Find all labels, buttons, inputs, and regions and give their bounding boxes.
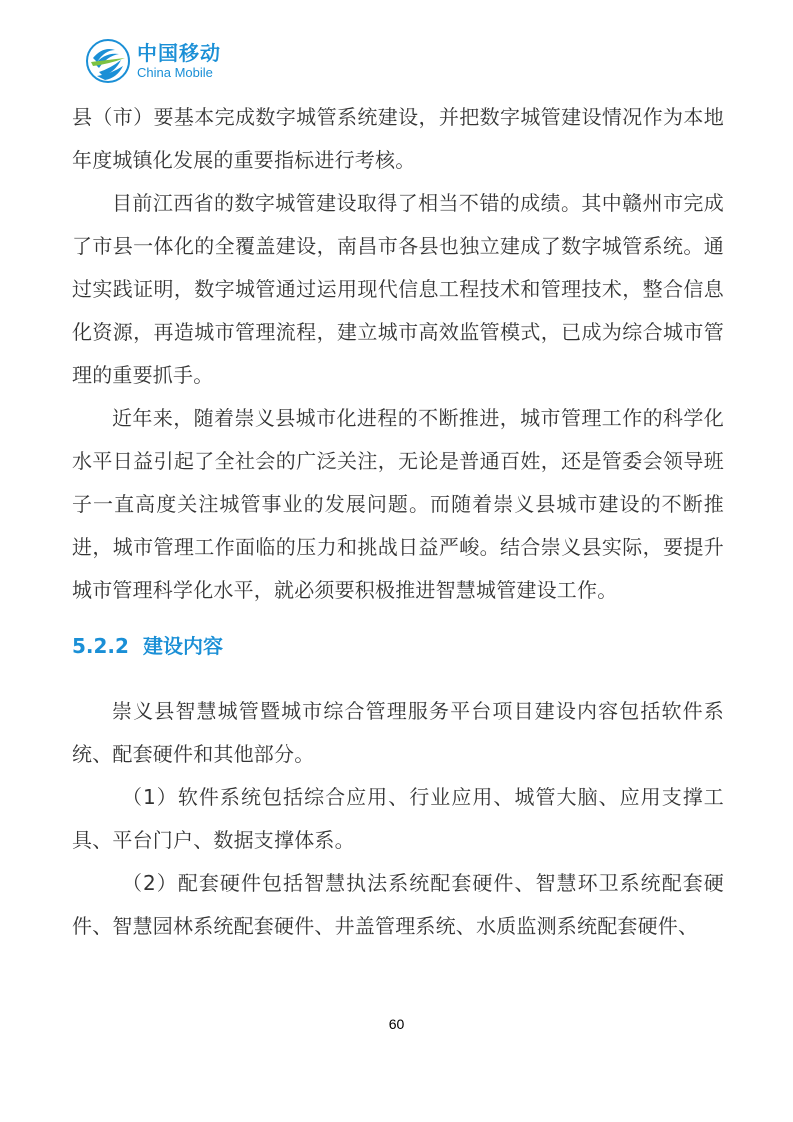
list-item-hardware: （2）配套硬件包括智慧执法系统配套硬件、智慧环卫系统配套硬件、智慧园林系统配套硬件、井盖管理系统、水质监测系统配套硬件、 bbox=[72, 871, 724, 938]
logo-name-en: China Mobile bbox=[137, 65, 213, 80]
paragraph-chongyi-background: 近年来，随着崇义县城市化进程的不断推进，城市管理工作的科学化水平日益引起了全社会的广泛关注，无论是普通百姓，还是管委会领导班子一直高度关注城管事业的发展问题。而随着崇义县城市建设的不断推进，城市管理工作面临的压力和挑战日益严峻。结合崇义县实际，要提升城市管理科学化水平，就必须要积极推进智慧城管建设工作。 bbox=[72, 406, 724, 602]
section-number: 5.2.2 bbox=[72, 634, 129, 658]
china-mobile-logo-icon bbox=[85, 38, 131, 84]
logo-text bbox=[137, 43, 221, 79]
paragraph-jiangxi-progress: 目前江西省的数字城管建设取得了相当不错的成绩。其中赣州市完成了市县一体化的全覆盖建设，南昌市各县也独立建成了数字城管系统。通过实践证明，数字城管通过运用现代信息工程技术和管理技术，整合信息化资源，再造城市管理流程，建立城市高效监管模式，已成为综合城市管理的重要抓手。 bbox=[72, 191, 724, 387]
logo-name-cn: 中国移动 bbox=[137, 41, 221, 65]
paragraph-construction-scope: 崇义县智慧城管暨城市综合管理服务平台项目建设内容包括软件系统、配套硬件和其他部分。 bbox=[72, 699, 724, 766]
document-body bbox=[72, 96, 724, 948]
list-item-software: （1）软件系统包括综合应用、行业应用、城管大脑、应用支撑工具、平台门户、数据支撑体系。 bbox=[72, 785, 724, 852]
section-title: 建设内容 bbox=[142, 634, 223, 658]
paragraph-continuation: 县（市）要基本完成数字城管系统建设，并把数字城管建设情况作为本地年度城镇化发展的重要指标进行考核。 bbox=[72, 105, 724, 172]
section-heading bbox=[72, 631, 724, 661]
page-number: 60 bbox=[388, 1016, 405, 1032]
header-logo bbox=[85, 38, 221, 84]
